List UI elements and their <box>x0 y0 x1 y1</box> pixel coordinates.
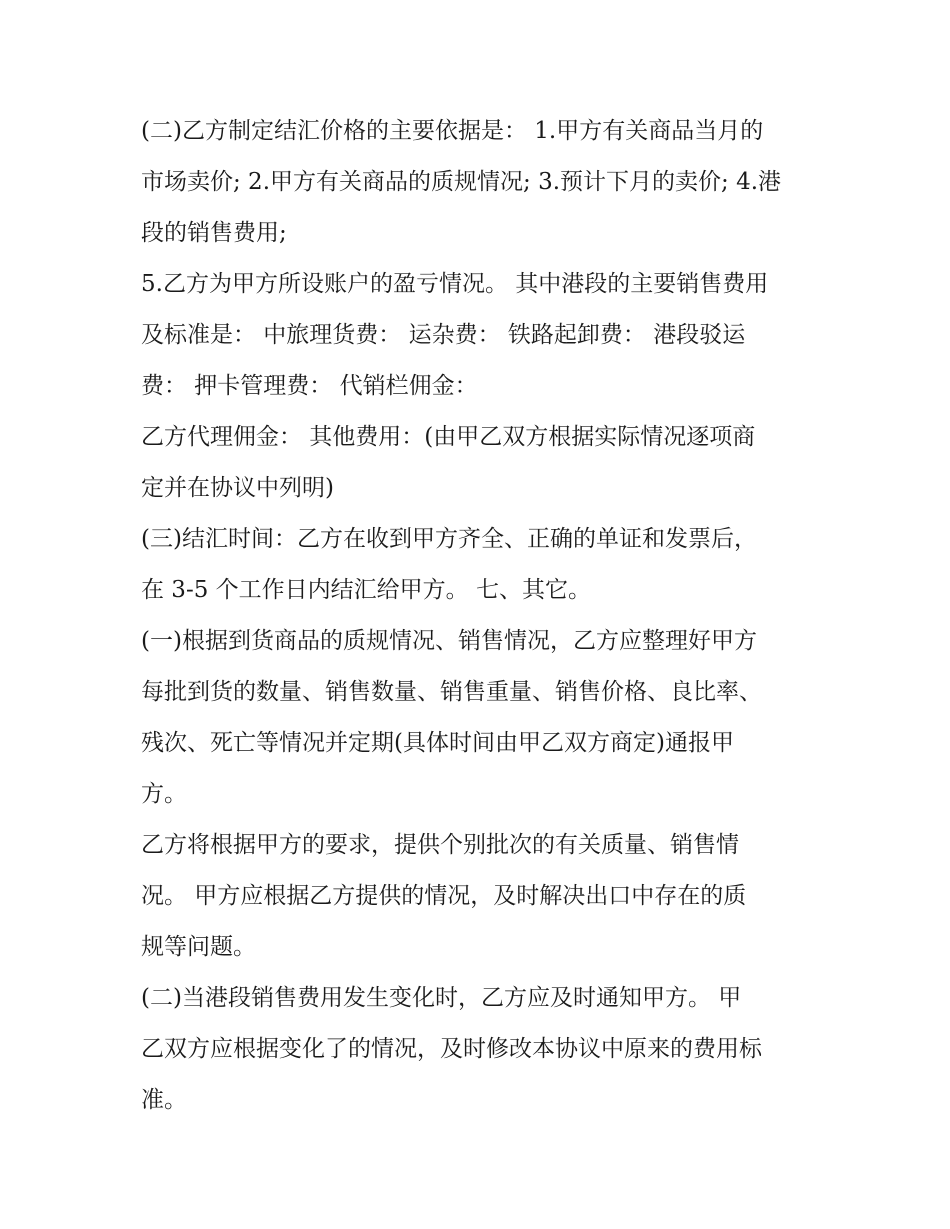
paragraph-quality-info <box>141 820 821 973</box>
text-line: 残次、死亡等情况并定期(具体时间由甲乙双方商定)通报甲 <box>141 730 734 756</box>
text-line: 况。 甲方应根据乙方提供的情况，及时解决出口中存在的质 <box>141 883 747 909</box>
text-line: 及标准是： 中旅理货费： 运杂费： 铁路起卸费： 港段驳运 <box>141 322 746 348</box>
text-line: 定并在协议中列明) <box>141 475 334 501</box>
text-line: (三)结汇时间：乙方在收到甲方齐全、正确的单证和发票后， <box>141 526 757 552</box>
text-line: 在 3-5 个工作日内结汇给甲方。 七、其它。 <box>141 577 591 603</box>
paragraph-sales-report <box>141 616 821 820</box>
text-line: 市场卖价; 2.甲方有关商品的质规情况; 3.预计下月的卖价; 4.港 <box>141 169 782 195</box>
text-line: (一)根据到货商品的质规情况、销售情况，乙方应整理好甲方 <box>141 628 757 654</box>
paragraph-cost-changes <box>141 973 821 1126</box>
text-line: 准。 <box>141 1087 187 1113</box>
text-line: 段的销售费用; <box>141 220 287 246</box>
text-line: 5.乙方为甲方所设账户的盈亏情况。 其中港段的主要销售费用 <box>141 271 769 297</box>
text-line: 费： 押卡管理费： 代销栏佣金： <box>141 373 478 399</box>
paragraph-settlement-time <box>141 514 821 616</box>
document-body <box>141 106 821 1126</box>
text-line: 乙方将根据甲方的要求，提供个别批次的有关质量、销售情 <box>141 832 739 858</box>
text-line: 乙双方应根据变化了的情况，及时修改本协议中原来的费用标 <box>141 1036 762 1062</box>
text-line: 方。 <box>141 781 187 807</box>
text-line: 规等问题。 <box>141 934 256 960</box>
text-line: 每批到货的数量、销售数量、销售重量、销售价格、良比率、 <box>141 679 762 705</box>
text-line: (二)当港段销售费用发生变化时，乙方应及时通知甲方。 甲 <box>141 985 742 1011</box>
text-line: (二)乙方制定结汇价格的主要依据是： 1.甲方有关商品当月的 <box>141 118 764 144</box>
paragraph-agency-commission <box>141 412 821 514</box>
text-line: 乙方代理佣金： 其他费用：(由甲乙双方根据实际情况逐项商 <box>141 424 756 450</box>
paragraph-sales-costs <box>141 259 821 412</box>
paragraph-settlement-basis <box>141 106 821 259</box>
